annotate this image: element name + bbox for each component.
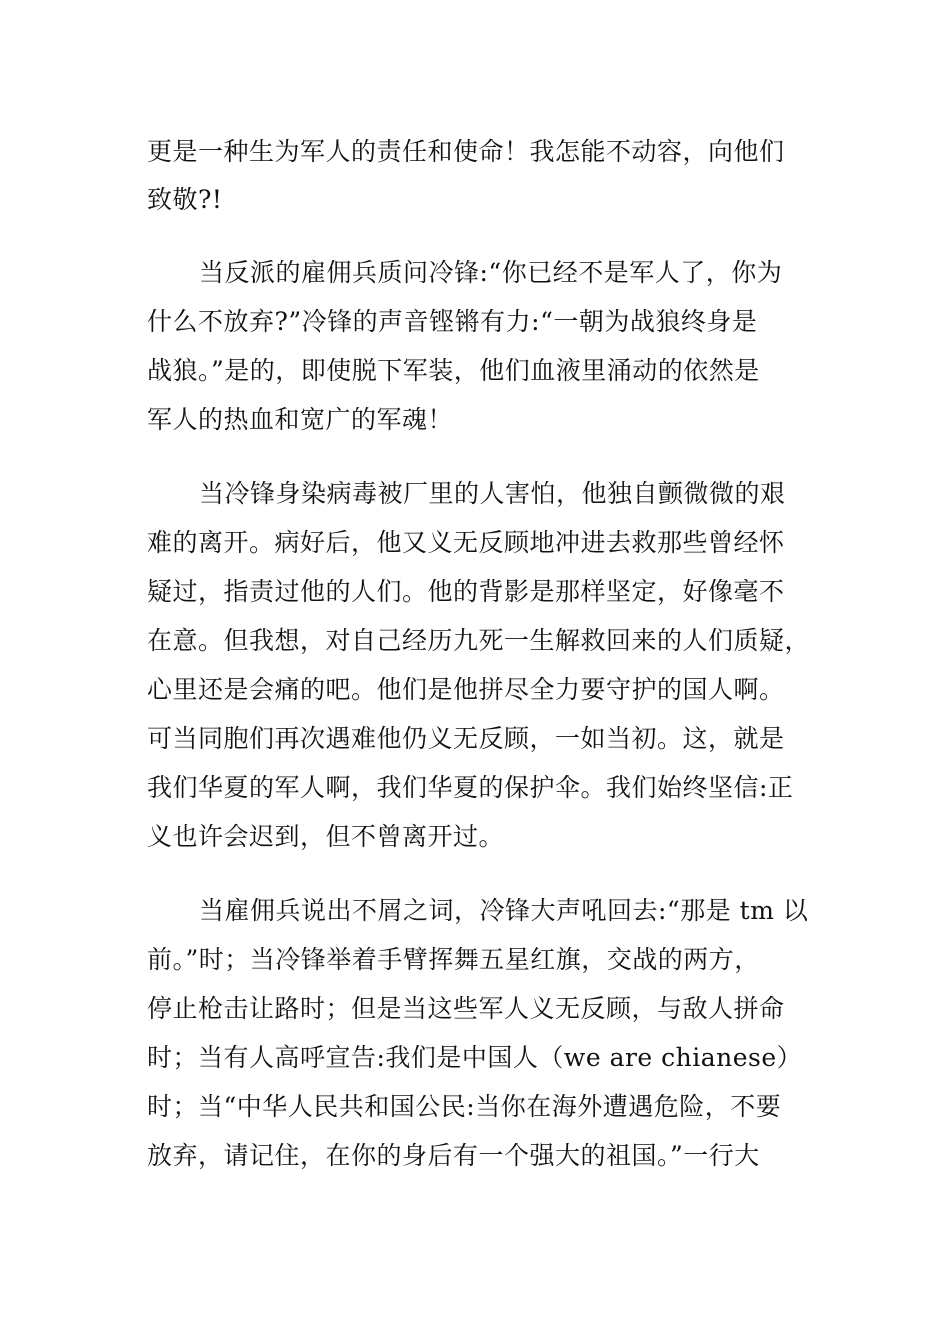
text-line: 更是一种生为军人的责任和使命！我怎能不动容，向他们: [147, 137, 785, 166]
text-line: 放弃，请记住，在你的身后有一个强大的祖国。”一行大: [147, 1141, 760, 1170]
text-line: 时；当“中华人民共和国公民:当你在海外遭遇危险，不要: [147, 1092, 782, 1121]
text-line: 我们华夏的军人啊，我们华夏的保护伞。我们始终坚信:正: [147, 773, 794, 802]
text-line: 当冷锋身染病毒被厂里的人害怕，他独自颤微微的艰: [199, 479, 786, 508]
text-line: 战狼。”是的，即使脱下军装，他们血液里涌动的依然是: [147, 356, 760, 385]
text-line: 难的离开。病好后，他又义无反顾地冲进去救那些曾经怀: [147, 528, 785, 557]
text-line: 什么不放弃?”冷锋的声音铿锵有力:“一朝为战狼终身是: [147, 307, 758, 336]
text-line: 军人的热血和宽广的军魂！: [147, 405, 454, 434]
text-line: 可当同胞们再次遇难他仍义无反顾，一如当初。这，就是: [147, 724, 785, 753]
text-line: 疑过，指责过他的人们。他的背影是那样坚定，好像毫不: [147, 577, 785, 606]
text-line: 当反派的雇佣兵质问冷锋:“你已经不是军人了，你为: [199, 258, 783, 287]
text-line: 致敬?!: [147, 185, 223, 214]
text-line: 义也许会迟到，但不曾离开过。: [147, 822, 505, 851]
text-line: 前。”时；当冷锋举着手臂挥舞五星红旗，交战的两方，: [147, 945, 760, 974]
text-line: 时；当有人高呼宣告:我们是中国人（we are chianese）: [147, 1043, 803, 1072]
text-line: 当雇佣兵说出不屑之词，冷锋大声吼回去:“那是 tm 以: [199, 896, 809, 925]
text-line: 心里还是会痛的吧。他们是他拼尽全力要守护的国人啊。: [147, 675, 785, 704]
text-line: 在意。但我想，对自己经历九死一生解救回来的人们质疑，: [147, 626, 811, 655]
text-line: 停止枪击让路时；但是当这些军人义无反顾，与敌人拼命: [147, 994, 785, 1023]
